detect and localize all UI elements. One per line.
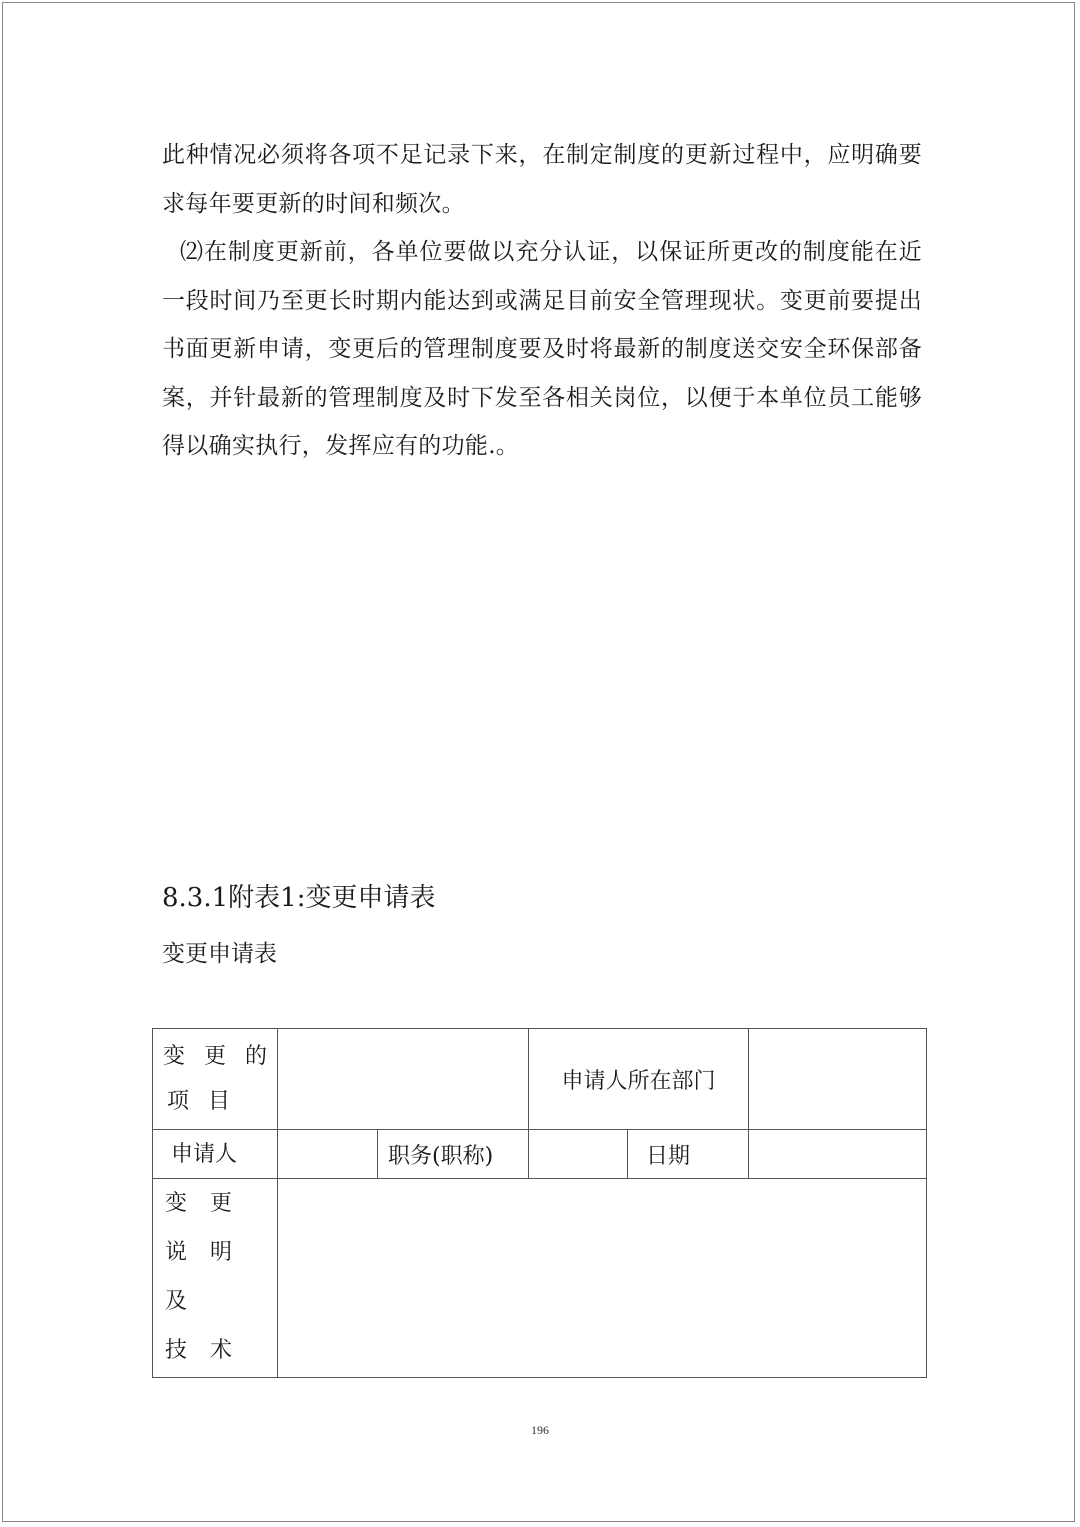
paragraph-1: 此种情况必须将各项不足记录下来，在制定制度的更新过程中，应明确要求每年要更新的时间和频次。 [162,142,922,217]
description-label-line2: 说 明 [165,1240,240,1265]
position-value[interactable] [529,1130,628,1179]
change-item-label-line2: 项 目 [167,1089,236,1114]
paragraph-2: ⑵在制度更新前，各单位要做以充分认证，以保证所更改的制度能在近一段时间乃至更长时期内能达到或满足目前安全管理现状。变更前要提出书面更新申请，变更后的管理制度要及时将最新的制度送交安全环保部备案，并针最新的管理制度及时下发至各相关岗位，以便于本单位员工能够得以确实执行，发挥应有的功能.。 [162,239,922,459]
section-heading: 8.3.1附表1:变更申请表 [162,883,436,913]
change-item-label-cell [153,1029,278,1130]
change-item-label-line1: 变 更 的 [163,1044,273,1069]
date-label: 日期 [628,1130,749,1179]
form-row-description [153,1179,927,1378]
form-row-change-item [153,1029,927,1130]
change-item-value[interactable] [278,1029,529,1130]
description-label-line4: 技 术 [165,1338,240,1363]
description-label-line3: 及 [165,1289,188,1314]
applicant-value[interactable] [278,1130,378,1179]
applicant-dept-label: 申请人所在部门 [529,1029,749,1130]
description-value[interactable] [278,1179,927,1378]
applicant-dept-value[interactable] [749,1029,927,1130]
description-label-line1: 变 更 [165,1191,240,1216]
date-value[interactable] [749,1130,927,1179]
form-row-applicant [153,1130,927,1179]
description-label-cell [153,1179,278,1378]
table-title: 变更申请表 [162,941,277,967]
position-label: 职务(职称) [378,1130,529,1179]
applicant-label: 申请人 [153,1130,278,1179]
page-number: 196 [531,1423,549,1437]
change-request-form [152,1028,927,1378]
